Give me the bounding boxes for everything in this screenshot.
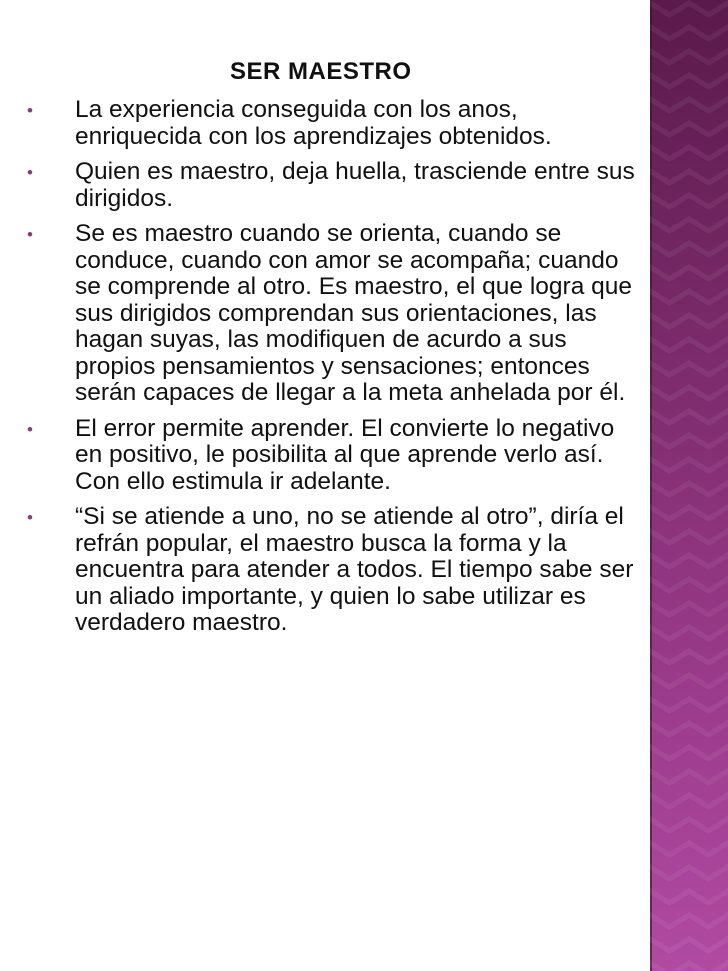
- decorative-side-band: [650, 0, 728, 971]
- chevron-pattern-icon: [650, 0, 728, 971]
- bullet-text: La experiencia conseguida con los anos, enriquecida con los aprendizajes obtenidos.: [75, 96, 552, 150]
- bullet-list: [0, 97, 650, 646]
- slide-title: SER MAESTRO: [230, 58, 412, 85]
- bullet-dot-icon: •: [27, 163, 33, 182]
- bullet-item: [0, 504, 650, 637]
- bullet-dot-icon: •: [27, 225, 33, 244]
- bullet-item: [0, 416, 650, 496]
- bullet-text: “Si se atiende a uno, no se atiende al otro”, diría el refrán popular, el maestro busca la forma y la encuentra para atender a todos. El tiempo sabe ser un aliado importante, y quien lo sabe utilizar es verdadero maestro.: [75, 503, 634, 636]
- bullet-text: El error permite aprender. El convierte lo negativo en positivo, le posibilita al que aprende verlo así. Con ello estimula ir adelante.: [75, 414, 615, 495]
- bullet-item: [0, 97, 650, 150]
- bullet-dot-icon: •: [27, 101, 33, 120]
- bullet-item: [0, 221, 650, 407]
- bullet-text: Se es maestro cuando se orienta, cuando se conduce, cuando con amor se acompaña; cuando se comprende al otro. Es maestro, el que logra que sus dirigidos comprendan sus orientaciones, las hagan suyas, las modifiquen de acurdo a sus propios pensamientos y sensaciones; entonces serán capaces de llegar a la meta anhelada por él.: [75, 220, 633, 406]
- bullet-dot-icon: •: [27, 419, 33, 439]
- bullet-text: Quien es maestro, deja huella, trasciende entre sus dirigidos.: [75, 158, 635, 212]
- bullet-item: [0, 159, 650, 212]
- bullet-dot-icon: •: [27, 508, 33, 527]
